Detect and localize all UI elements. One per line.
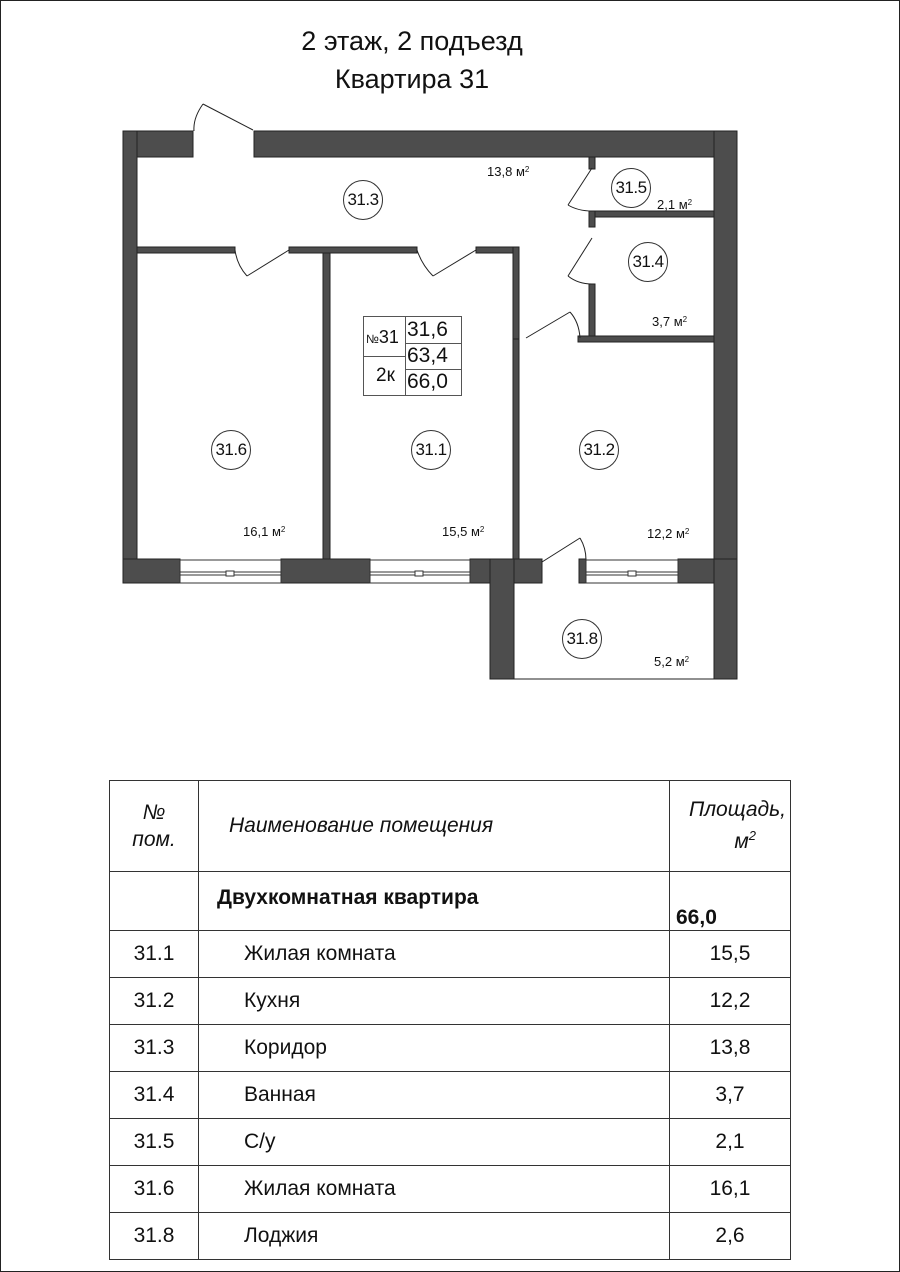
apartment-stamp	[363, 316, 462, 396]
room-area-31-3	[487, 164, 529, 179]
rooms-table	[109, 780, 791, 1260]
total-number	[110, 872, 199, 931]
area-unit-power: 2	[479, 525, 485, 534]
row-number: 31.6	[110, 1166, 199, 1213]
area-value: 5,2	[654, 654, 673, 669]
number-value: 31	[378, 327, 399, 347]
table-total-row	[110, 872, 791, 931]
row-area: 2,6	[670, 1213, 791, 1260]
apartment-title: Квартира 31	[334, 64, 490, 94]
room-marker-31-2: 31.2	[579, 430, 619, 470]
row-name: Жилая комната	[199, 931, 670, 978]
row-number: 31.8	[110, 1213, 199, 1260]
total-name: Двухкомнатная квартира	[199, 872, 670, 931]
walls	[123, 131, 737, 679]
room-area-31-5	[657, 197, 692, 212]
table-row	[110, 1119, 791, 1166]
header-number-line1: №	[142, 801, 166, 824]
table-row	[110, 1025, 791, 1072]
floor-entrance-title: 2 этаж, 2 подъезд	[301, 26, 523, 56]
header-area	[670, 781, 791, 872]
stamp-divider	[364, 356, 405, 357]
row-number: 31.1	[110, 931, 199, 978]
room-marker-31-8: 31.8	[562, 619, 602, 659]
stamp-living-area: 31,6	[407, 318, 448, 341]
area-unit-power: 2	[684, 527, 690, 536]
row-area: 16,1	[670, 1166, 791, 1213]
stamp-room-count: 2к	[376, 365, 395, 386]
row-area: 15,5	[670, 931, 791, 978]
header-number	[110, 781, 199, 872]
room-area-31-1	[442, 524, 484, 539]
area-value: 13,8	[487, 164, 513, 179]
room-marker-31-3: 31.3	[343, 180, 383, 220]
header-area-line1: Площадь,	[688, 798, 786, 821]
stamp-divider	[405, 317, 406, 395]
row-number: 31.4	[110, 1072, 199, 1119]
room-marker-31-5: 31.5	[611, 168, 651, 208]
area-unit: м	[271, 524, 281, 539]
area-unit-power: 2	[524, 165, 530, 174]
number-sign: №	[366, 332, 379, 346]
area-unit: м	[515, 164, 525, 179]
table-row	[110, 1072, 791, 1119]
area-value: 16,1	[243, 524, 269, 539]
row-name: С/у	[199, 1119, 670, 1166]
table-row	[110, 1213, 791, 1260]
area-unit-power: 2	[280, 525, 286, 534]
stamp-apartment-number	[366, 327, 399, 348]
row-name: Лоджия	[199, 1213, 670, 1260]
header-number-line2: пом.	[132, 828, 176, 851]
row-area: 2,1	[670, 1119, 791, 1166]
header-name: Наименование помещения	[199, 781, 670, 872]
row-number: 31.3	[110, 1025, 199, 1072]
table-row	[110, 1166, 791, 1213]
row-name: Кухня	[199, 978, 670, 1025]
total-area: 66,0	[670, 872, 791, 931]
stamp-total-area: 66,0	[407, 370, 448, 393]
header-area-unit	[734, 830, 756, 853]
row-area: 13,8	[670, 1025, 791, 1072]
area-unit-power: 2	[687, 198, 693, 207]
area-unit-power: 2	[748, 828, 756, 843]
windows	[180, 560, 678, 583]
room-marker-31-1: 31.1	[411, 430, 451, 470]
area-unit-power: 2	[682, 315, 688, 324]
row-name: Жилая комната	[199, 1166, 670, 1213]
area-unit: м	[675, 654, 685, 669]
room-area-31-4	[652, 314, 687, 329]
stamp-area-without-loggia: 63,4	[407, 344, 448, 367]
row-area: 3,7	[670, 1072, 791, 1119]
room-marker-31-4: 31.4	[628, 242, 668, 282]
table-row	[110, 931, 791, 978]
area-value: 15,5	[442, 524, 468, 539]
row-name: Ванная	[199, 1072, 670, 1119]
area-unit-power: 2	[684, 655, 690, 664]
row-area: 12,2	[670, 978, 791, 1025]
table-row	[110, 978, 791, 1025]
area-unit: м	[678, 197, 688, 212]
room-marker-31-6: 31.6	[211, 430, 251, 470]
area-unit: м	[734, 830, 749, 853]
row-number: 31.5	[110, 1119, 199, 1166]
table-header-row	[110, 781, 791, 872]
area-value: 12,2	[647, 526, 673, 541]
area-unit: м	[675, 526, 685, 541]
room-area-31-6	[243, 524, 285, 539]
area-value: 2,1	[657, 197, 676, 212]
row-number: 31.2	[110, 978, 199, 1025]
room-area-31-2	[647, 526, 689, 541]
room-area-31-8	[654, 654, 689, 669]
area-unit: м	[470, 524, 480, 539]
area-value: 3,7	[652, 314, 671, 329]
area-unit: м	[673, 314, 683, 329]
row-name: Коридор	[199, 1025, 670, 1072]
